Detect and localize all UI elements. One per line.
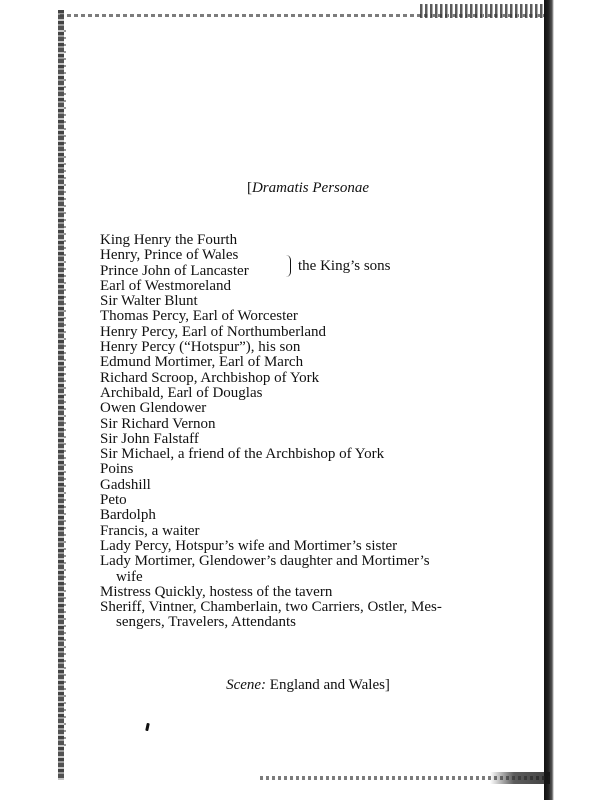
- cast-item: Henry Percy (“Hotspur”), his son: [100, 339, 301, 356]
- cast-item: Henry, Prince of Wales: [100, 247, 239, 264]
- cast-item-line: Sheriff, Vintner, Chamberlain, two Carriers, Ostler, Mes-: [100, 599, 442, 616]
- cast-item: Owen Glendower: [100, 400, 207, 417]
- cast-item: King Henry the Fourth: [100, 232, 238, 248]
- cast-item: Lady Percy, Hotspur’s wife and Mortimer’s sister: [100, 537, 398, 554]
- right-brace-icon: [286, 255, 291, 277]
- scan-edge-top-right: [420, 4, 550, 18]
- cast-item-continuation: sengers, Travelers, Attendants: [116, 614, 296, 631]
- cast-item: Gadshill: [100, 476, 151, 493]
- cast-item: Francis, a waiter: [100, 522, 200, 539]
- cast-list: [100, 233, 442, 631]
- brace-note-text: the King’s sons: [298, 257, 391, 274]
- cast-item: Mistress Quickly, hostess of the tavern: [100, 583, 333, 600]
- cast-item-continuation: wife: [116, 568, 143, 585]
- cast-item-line: Lady Mortimer, Glendower’s daughter and Mortimer’s: [100, 553, 430, 570]
- cast-item: Thomas Percy, Earl of Worcester: [100, 308, 298, 325]
- scene-label: Scene:: [226, 677, 267, 693]
- cast-item: Peto: [100, 492, 127, 509]
- cast-item: Poins: [100, 461, 134, 478]
- cast-item: Archibald, Earl of Douglas: [100, 384, 263, 401]
- heading-title: Dramatis Personae: [251, 180, 370, 196]
- cast-item: Prince John of Lancaster: [100, 262, 249, 279]
- heading-bracket: [: [246, 180, 252, 196]
- cast-item: Sir John Falstaff: [100, 430, 199, 447]
- cast-item: Sir Richard Vernon: [100, 415, 216, 432]
- scan-edge-left-inner: [64, 30, 66, 750]
- scene-line: [0, 677, 610, 694]
- cast-item: Sir Michael, a friend of the Archbishop of York: [100, 446, 385, 463]
- scene-text: England and Wales]: [266, 677, 390, 693]
- cast-item: Richard Scroop, Archbishop of York: [100, 369, 320, 386]
- cast-item: Edmund Mortimer, Earl of March: [100, 354, 304, 371]
- cast-item: Henry Percy, Earl of Northumberland: [100, 323, 327, 340]
- page-heading: [0, 180, 610, 197]
- cast-item-wrapped: [100, 554, 442, 585]
- cast-item: Bardolph: [100, 507, 156, 524]
- scan-edge-bottom-right: [490, 772, 550, 784]
- cast-item-wrapped: [100, 600, 442, 631]
- ink-speck: [145, 723, 150, 731]
- cast-item: Sir Walter Blunt: [100, 293, 198, 310]
- cast-item: Earl of Westmoreland: [100, 277, 231, 294]
- kings-sons-annotation: [286, 253, 391, 279]
